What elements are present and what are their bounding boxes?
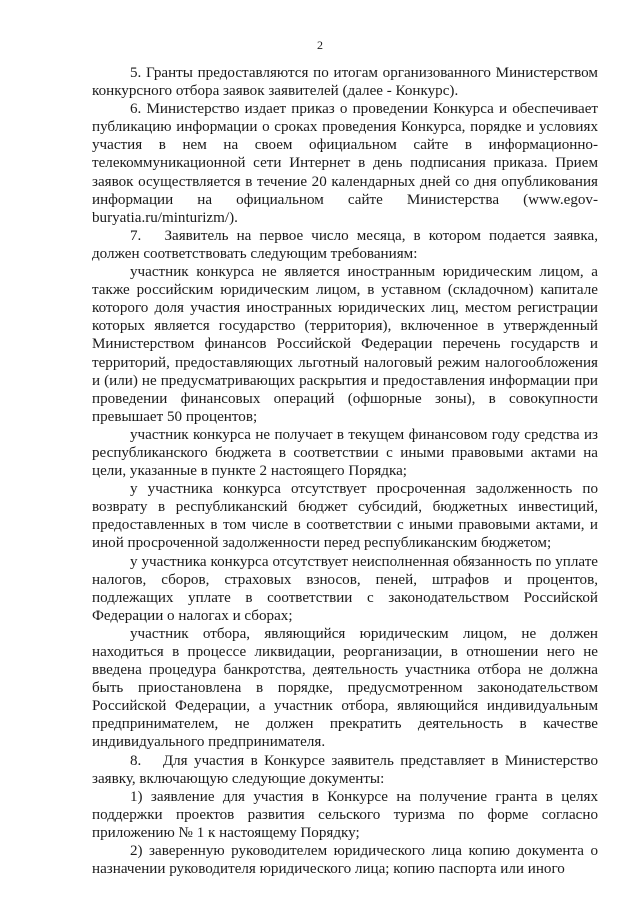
requirement-no-budget-funds: участник конкурса не получает в текущем финансовом году средства из республиканского бюджета в соответствии с иными правовыми актами на цели, указанные в пункте 2 настоящего Порядка; [92,426,598,480]
requirement-foreign-entity: участник конкурса не является иностранным юридическим лицом, а также российским юридическим лицом, в уставном (складочном) капитале которого доля участия иностранных юридических лиц, местом регистрации которых является государство (территория), включенное в утвержденный Министерством финансов Российской Федерации перечень государств и территорий, предоставляющих льготный налоговый режим налогообложения и (или) не предусматривающих раскрытия и предоставления информации при проведении финансовых операций (офшорные зоны), в совокупности превышает 50 процентов; [92,264,598,425]
requirement-no-liquidation: участник отбора, являющийся юридическим лицом, не должен находиться в процессе ликвидации, реорганизации, в отношении него не введена процедура банкротства, деятельность участника отбора не должна быть приостановлена в порядке, предусмотренном законодательством Российской Федерации, а участник отбора, являющийся индивидуальным предпринимателем, не должен прекратить деятельность в качестве индивидуального предпринимателя. [92,625,598,751]
paragraph-6: 6. Министерство издает приказ о проведении Конкурса и обеспечивает публикацию информации о сроках проведения Конкурса, порядке и условиях участия в нем на своем официальном сайте в информационно-телекоммуникационной сети Интернет в день подписания приказа. Прием заявок осуществляется в течение 20 календарных дней со дня опубликования информации на официальном сайте Министерства (www.egov-buryatia.ru/minturizm/). [92,101,598,226]
requirement-no-overdue-debt: у участника конкурса отсутствует просроченная задолженность по возврату в республиканский бюджет субсидий, бюджетных инвестиций, предоставленных в том числе в соответствии с иными правовыми актами, и иной просроченной задолженности перед республиканским бюджетом; [92,481,598,552]
paragraph-8: 8. Для участия в Конкурсе заявитель представляет в Министерство заявку, включающую следующие документы: [92,752,598,787]
document-item-2: 2) заверенную руководителем юридического лица копию документа о назначении руководителя юридического лица; копию паспорта или иного [92,843,598,878]
document-body [92,64,598,878]
requirement-no-tax-arrears: у участника конкурса отсутствует неисполненная обязанность по уплате налогов, сборов, страховых взносов, пеней, штрафов и процентов, подлежащих уплате в соответствии с законодательством Российской Федерации о налогах и сборах; [92,553,598,624]
paragraph-7: 7. Заявитель на первое число месяца, в котором подается заявка, должен соответствовать следующим требованиям: [92,227,598,262]
page-number: 2 [317,38,323,52]
paragraph-5: 5. Гранты предоставляются по итогам организованного Министерством конкурсного отбора заявок заявителей (далее - Конкурс). [92,65,598,100]
document-item-1: 1) заявление для участия в Конкурсе на получение гранта в целях поддержки проектов развития сельского туризма по форме согласно приложению № 1 к настоящему Порядку; [92,788,598,841]
